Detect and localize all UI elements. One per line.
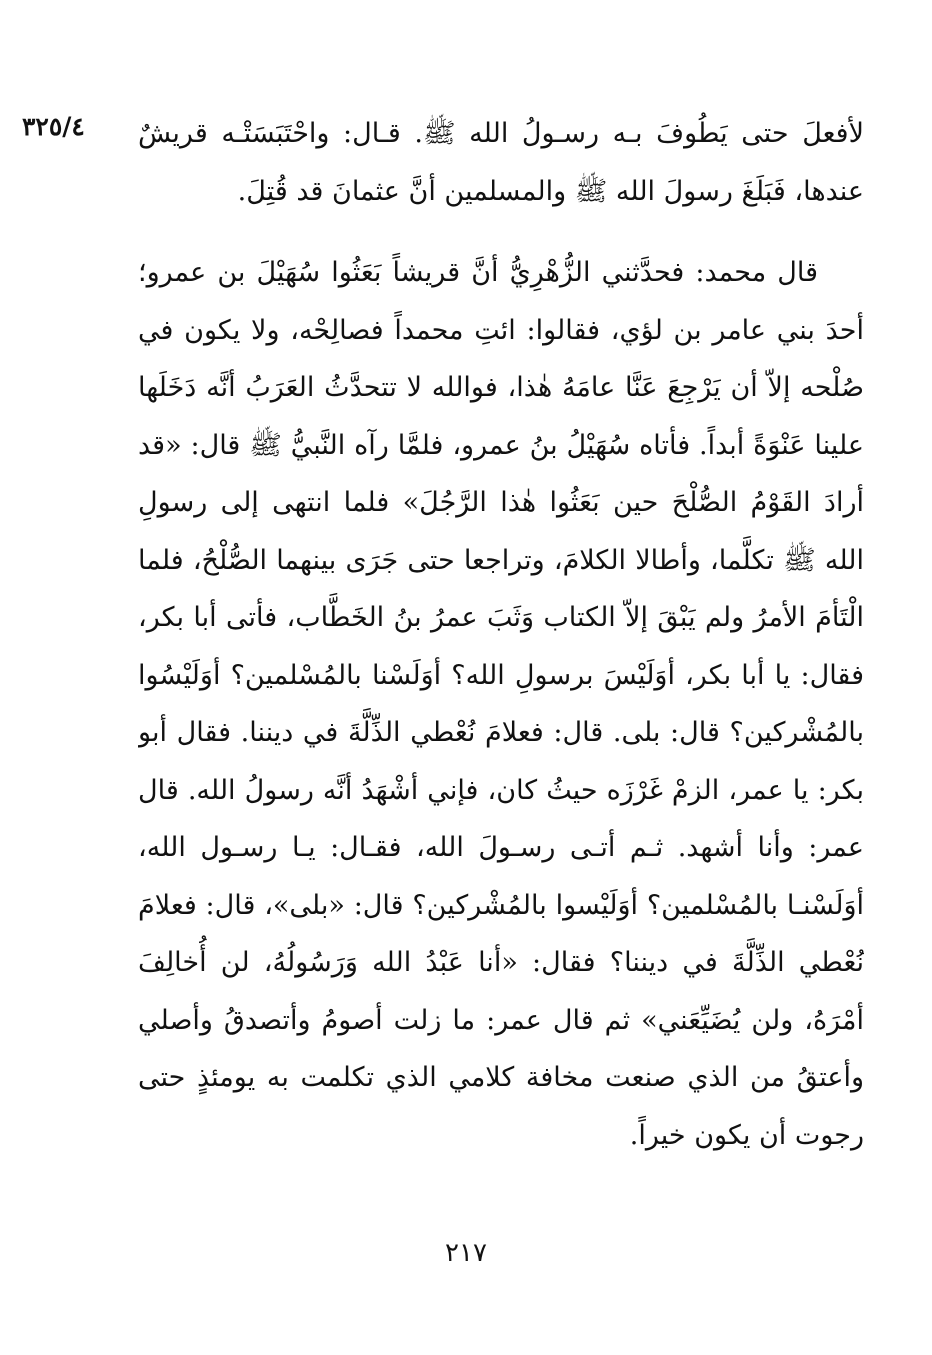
margin-reference: ٣٢٥/٤ — [22, 112, 85, 141]
page-number: ٢١٧ — [445, 1238, 487, 1268]
body-text — [138, 105, 864, 1164]
paragraph-2: قال محمد: فحدَّثني الزُّهْرِيُّ أنَّ قريشاً بَعَثُوا سُهَيْلَ بن عمرو؛ أحدَ بني عامر بن لؤي، فقالوا: ائتِ محمداً فصالِحْه، ولا يكون في صُلْحه إلاّ أن يَرْجِعَ عَنَّا عامَهُ هٰذا، فوالله لا تتحدَّثُ العَرَبُ أنَّه دَخَلَها علينا عَنْوَةً أبداً. فأتاه سُهَيْلُ بنُ عمرو، فلمَّا رآه النَّبيُّ ﷺ قال: «قد أرادَ القَوْمُ الصُّلْحَ حين بَعَثُوا هٰذا الرَّجُلَ» فلما انتهى إلى رسولِ الله ﷺ تكلَّما، وأطالا الكلامَ، وتراجعا حتى جَرَى بينهما الصُّلْحُ، فلما الْتَأمَ الأمرُ ولم يَبْقَ إلاّ الكتاب وَثَبَ عمرُ بنُ الخَطَّاب، فأتى أبا بكر، فقال: يا أبا بكر، أوَلَيْسَ برسولِ الله؟ أوَلَسْنا بالمُسْلمين؟ أوَلَيْسُوا بالمُشْركين؟ قال: بلى. قال: فعلامَ نُعْطي الذِّلَّةَ في ديننا. فقال أبو بكر: يا عمر، الزمْ غَرْزَه حيثُ كان، فإني أشْهَدُ أنَّه رسولُ الله. قال عمر: وأنا أشهد. ثـم أتـى رسـولَ الله، فقـال: يـا رسـول الله، أوَلَسْنـا بالمُسْلمين؟ أوَلَيْسوا بالمُشْركين؟ قال: «بلى»، قال: فعلامَ نُعْطي الذِّلَّةَ في ديننا؟ فقال: «أنا عَبْدُ الله وَرَسُولُهُ، لن أُخالِفَ أمْرَهُ، ولن يُضَيِّعَني» ثم قال عمر: ما زلت أصومُ وأتصدقُ وأصلي وأعتقُ من الذي صنعت مخافة كلامي الذي تكلمت به يومئذٍ حتى رجوت أن يكون خيراً. — [138, 257, 864, 1151]
paragraph-1: لأفعلَ حتى يَطُوفَ بـه رسـولُ الله ﷺ. قـال: واحْتَبَسَتْـه قريشٌ عندها، فَبَلَغَ رسولَ الله ﷺ والمسلمين أنَّ عثمانَ قد قُتِلَ. — [138, 118, 864, 207]
